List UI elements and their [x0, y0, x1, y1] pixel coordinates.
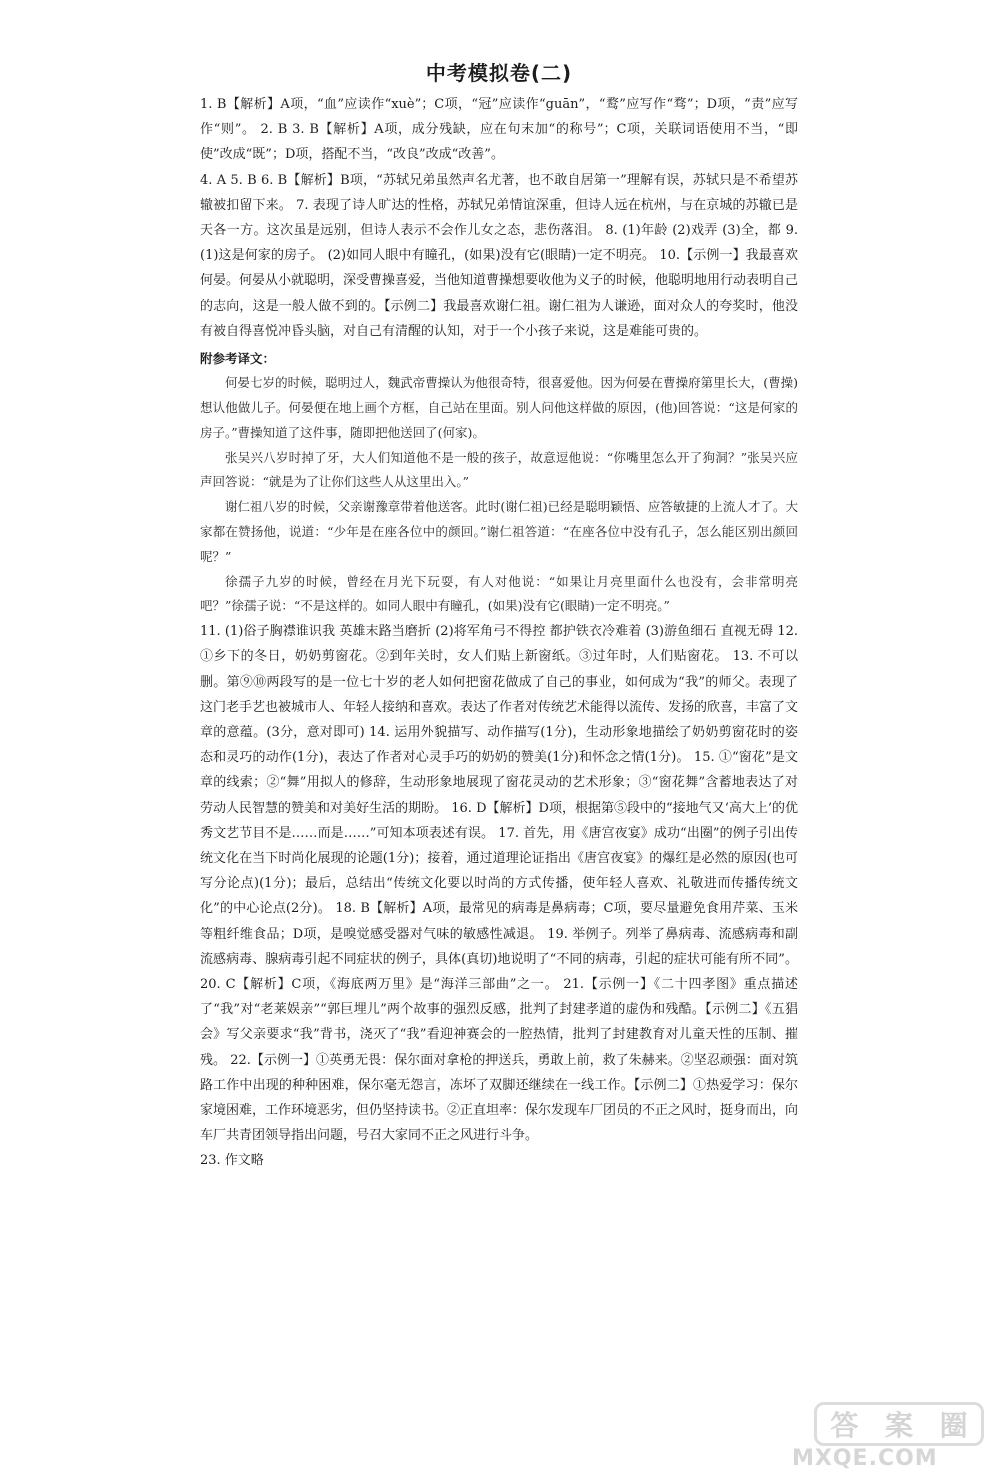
- translation-heading: 附参考译文：: [200, 351, 276, 367]
- translation-paragraph: 何晏七岁的时候，聪明过人，魏武帝曹操认为他很奇特，很喜爱他。因为何晏在曹操府第里长大，(曹操)想认他做儿子。何晏便在地上画个方框，自己站在里面。别人问他这样做的原因，(他)回答说：“这是何家的房子。”曹操知道了这件事，随即把他送回了(何家)。: [200, 375, 798, 440]
- watermark-site: MXQE.COM: [792, 1446, 938, 1471]
- watermark-logo-char: 圈: [939, 1409, 968, 1442]
- answer-block-3: 11. (1)俗子胸襟谁识我 英雄末路当磨折 (2)将军角弓不得控 都护铁衣冷难着 (3)游鱼细石 直视无碍 12. ①乡下的冬日，奶奶剪窗花。②到年关时，女人们贴上新窗纸。③过年时，人们贴窗花。 13. 不可以删。第⑨⑩两段写的是一位七十岁的老人如何把窗花做成了自己的事业，如何成为“我”的师父。表现了这门老手艺也被城市人、年轻人接纳和喜欢。表达了作者对传统艺术能得以流传、发扬的欣喜，丰富了文章的意蕴。(3分，意对即可) 14. 运用外貌描写、动作描写(1分)，生动形象地描绘了奶奶剪窗花时的姿态和灵巧的动作(1分)，表达了作者对心灵手巧的奶奶的赞美(1分)和怀念之情(1分)。 15. ①“窗花”是文章的线索；②“舞”用拟人的修辞，生动形象地展现了窗花灵动的艺术形象；③“窗花舞”含蓄地表达了对劳动人民智慧的赞美和对美好生活的期盼。 16. D【解析】D项，根据第⑤段中的“接地气又‘高大上’的优秀文艺节目不是……而是……”可知本项表述有误。 17. 首先，用《唐宫夜宴》成功“出圈”的例子引出传统文化在当下时尚化展现的论题(1分)；接着，通过道理论证指出《唐宫夜宴》的爆红是必然的原因(也可写分论点)(1分)；最后，总结出“传统文化要以时尚的方式传播，使年轻人喜欢、礼敬进而传播传统文化”的中心论点(2分)。 18. B【解析】A项，最常见的病毒是鼻病毒；C项，要尽量避免食用芹菜、玉米等粗纤维食品；D项，是嗅觉感受器对气味的敏感性减退。 19. 举例子。列举了鼻病毒、流感病毒和副流感病毒、腺病毒引起不同症状的例子，具体(真切)地说明了“不同的病毒，引起的症状可能有所不同”。 20. C【解析】C项，《海底两万里》是“海洋三部曲”之一。 21.【示例一】《二十四孝图》重点描述了“我”对“老莱娱亲”“郭巨埋儿”两个故事的强烈反感，批判了封建孝道的虚伪和残酷。【示例二】《五猖会》写父亲要求“我”背书，浇灭了“我”看迎神赛会的一腔热情，批判了封建教育对儿童天性的压制、摧残。 22.【示例一】①英勇无畏：保尔面对拿枪的押送兵，勇敢上前，救了朱赫来。②坚忍顽强：面对筑路工作中出现的种种困难，保尔毫无怨言，冻坏了双脚还继续在一线工作。【示例二】①热爱学习：保尔家境困难，工作环境恶劣，但仍坚持读书。②正直坦率：保尔发现车厂团员的不正之风时，挺身而出，向车厂共青团领导指出问题，号召大家同不正之风进行斗争。: [200, 624, 799, 1144]
- answer-page: [200, 58, 798, 1174]
- page-title: 中考模拟卷(二): [425, 61, 573, 85]
- answer-block-1: 1. B【解析】A项，“血”应读作“xuè”；C项，“冠”应读作“guān”，“鹜”应写作“骛”；D项，“责”应写作“则”。 2. B 3. B【解析】A项，成分残缺，应在句末加“的称号”；C项，关联词语使用不当，“即使”改成“既”；D项，搭配不当，“改良”改成“改善”。: [200, 97, 798, 163]
- answer-last: 23. 作文略: [200, 1153, 264, 1169]
- watermark-logo-char: 答: [830, 1409, 859, 1442]
- watermark-logo: [814, 1402, 984, 1446]
- answer-block-2: 4. A 5. B 6. B【解析】B项，“苏轼兄弟虽然声名尤著，也不敢自居第一”理解有误，苏轼只是不希望苏辙被扣留下来。 7. 表现了诗人旷达的性格，苏轼兄弟情谊深重，但诗人远在杭州，与在京城的苏辙已是天各一方。这次虽是远别，但诗人表示不会作儿女之态，悲伤落泪。 8. (1)年龄 (2)戏弄 (3)全，都 9. (1)这是何家的房子。 (2)如同人眼中有瞳孔，(如果)没有它(眼睛)一定不明亮。 10.【示例一】我最喜欢何晏。何晏从小就聪明，深受曹操喜爱，当他知道曹操想要收他为义子的时候，他聪明地用行动表明自己的志向，这是一般人做不到的。【示例二】我最喜欢谢仁祖。谢仁祖为人谦逊，面对众人的夸奖时，他没有被自得喜悦冲昏头脑，对自己有清醒的认知，对于一个小孩子来说，这是难能可贵的。: [200, 172, 799, 339]
- watermark-logo-char: 案: [884, 1409, 913, 1442]
- watermark: [772, 1402, 994, 1471]
- translation-paragraph: 徐孺子九岁的时候，曾经在月光下玩耍，有人对他说：“如果让月亮里面什么也没有，会非常明亮吧？”徐孺子说：“不是这样的。如同人眼中有瞳孔，(如果)没有它(眼睛)一定不明亮。”: [200, 573, 798, 614]
- translation-paragraph: 谢仁祖八岁的时候，父亲谢豫章带着他送客。此时(谢仁祖)已经是聪明颖悟、应答敏捷的上流人才了。大家都在赞扬他，说道：“少年是在座各位中的颜回。”谢仁祖答道：“在座各位中没有孔子，怎么能区别出颜回呢？”: [200, 499, 798, 564]
- translation-paragraph: 张吴兴八岁时掉了牙，大人们知道他不是一般的孩子，故意逗他说：“你嘴里怎么开了狗洞？”张吴兴应声回答说：“就是为了让你们这些人从这里出入。”: [200, 449, 798, 490]
